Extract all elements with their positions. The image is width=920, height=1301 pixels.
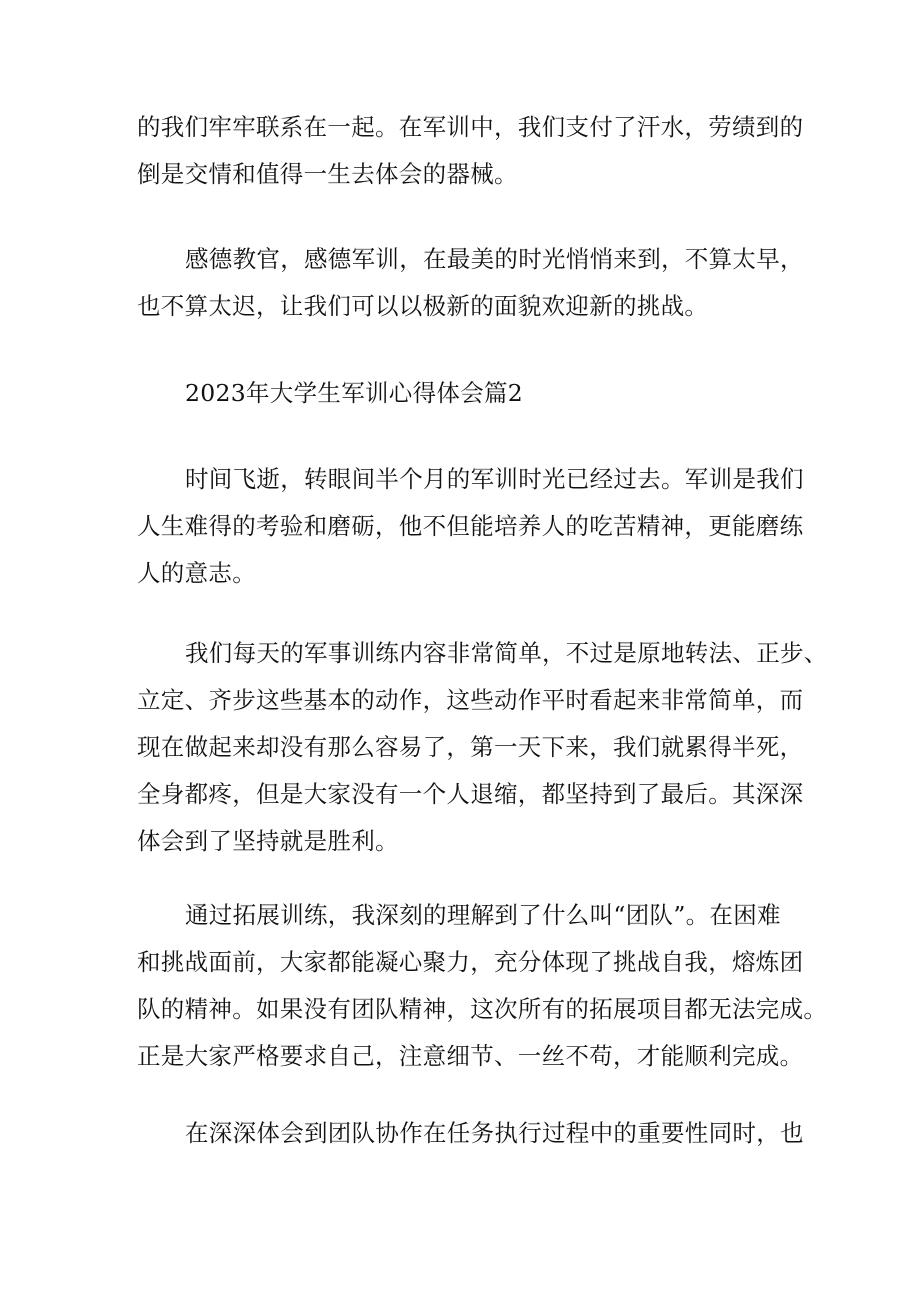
paragraph-4-line-5: 体会到了坚持就是胜利。 <box>137 827 399 855</box>
paragraph-5 <box>137 892 828 1080</box>
paragraph-6-line-1: 在深深体会到团队协作在任务执行过程中的重要性同时，也 <box>185 1119 804 1147</box>
paragraph-5-line-1: 通过拓展训练，我深刻的理解到了什么叫“团队”。在困难 <box>185 901 781 929</box>
paragraph-1-line-2: 倒是交情和值得一生去体会的器械。 <box>137 160 518 188</box>
paragraph-4-line-4: 全身都疼，但是大家没有一个人退缩，都坚持到了最后。其深深 <box>137 780 804 808</box>
paragraph-3-line-2: 人生难得的考验和磨砺，他不但能培养人的吃苦精神，更能磨练 <box>137 512 804 540</box>
paragraph-4-line-3: 现在做起来却没有那么容易了，第一天下来，我们就累得半死， <box>137 733 804 761</box>
paragraph-3 <box>137 456 804 597</box>
paragraph-3-line-1: 时间飞逝，转眼间半个月的军训时光已经过去。军训是我们 <box>185 465 804 493</box>
paragraph-2 <box>137 236 804 330</box>
paragraph-4-line-2: 立定、齐步这些基本的动作，这些动作平时看起来非常简单，而 <box>137 686 804 714</box>
paragraph-2-line-1: 感德教官，感德军训，在最美的时光悄悄来到，不算太早， <box>185 245 804 273</box>
paragraph-5-line-2: 和挑战面前，大家都能凝心聚力，充分体现了挑战自我，熔炼团 <box>137 948 804 976</box>
paragraph-4 <box>137 630 828 865</box>
paragraph-1 <box>137 104 804 198</box>
paragraph-1-line-1: 的我们牢牢联系在一起。在军训中，我们支付了汗水，劳绩到的 <box>137 113 804 141</box>
paragraph-4-line-1: 我们每天的军事训练内容非常简单，不过是原地转法、正步、 <box>185 639 828 667</box>
paragraph-6 <box>137 1110 804 1157</box>
section-heading-text: 2023年大学生军训心得体会篇2 <box>185 379 524 407</box>
paragraph-3-line-3: 人的意志。 <box>137 559 256 587</box>
section-heading <box>137 370 787 417</box>
paragraph-5-line-4: 正是大家严格要求自己，注意细节、一丝不苟，才能顺利完成。 <box>137 1042 804 1070</box>
paragraph-2-line-2: 也不算太迟，让我们可以以极新的面貌欢迎新的挑战。 <box>137 292 709 320</box>
paragraph-5-line-3: 队的精神。如果没有团队精神，这次所有的拓展项目都无法完成。 <box>137 995 828 1023</box>
